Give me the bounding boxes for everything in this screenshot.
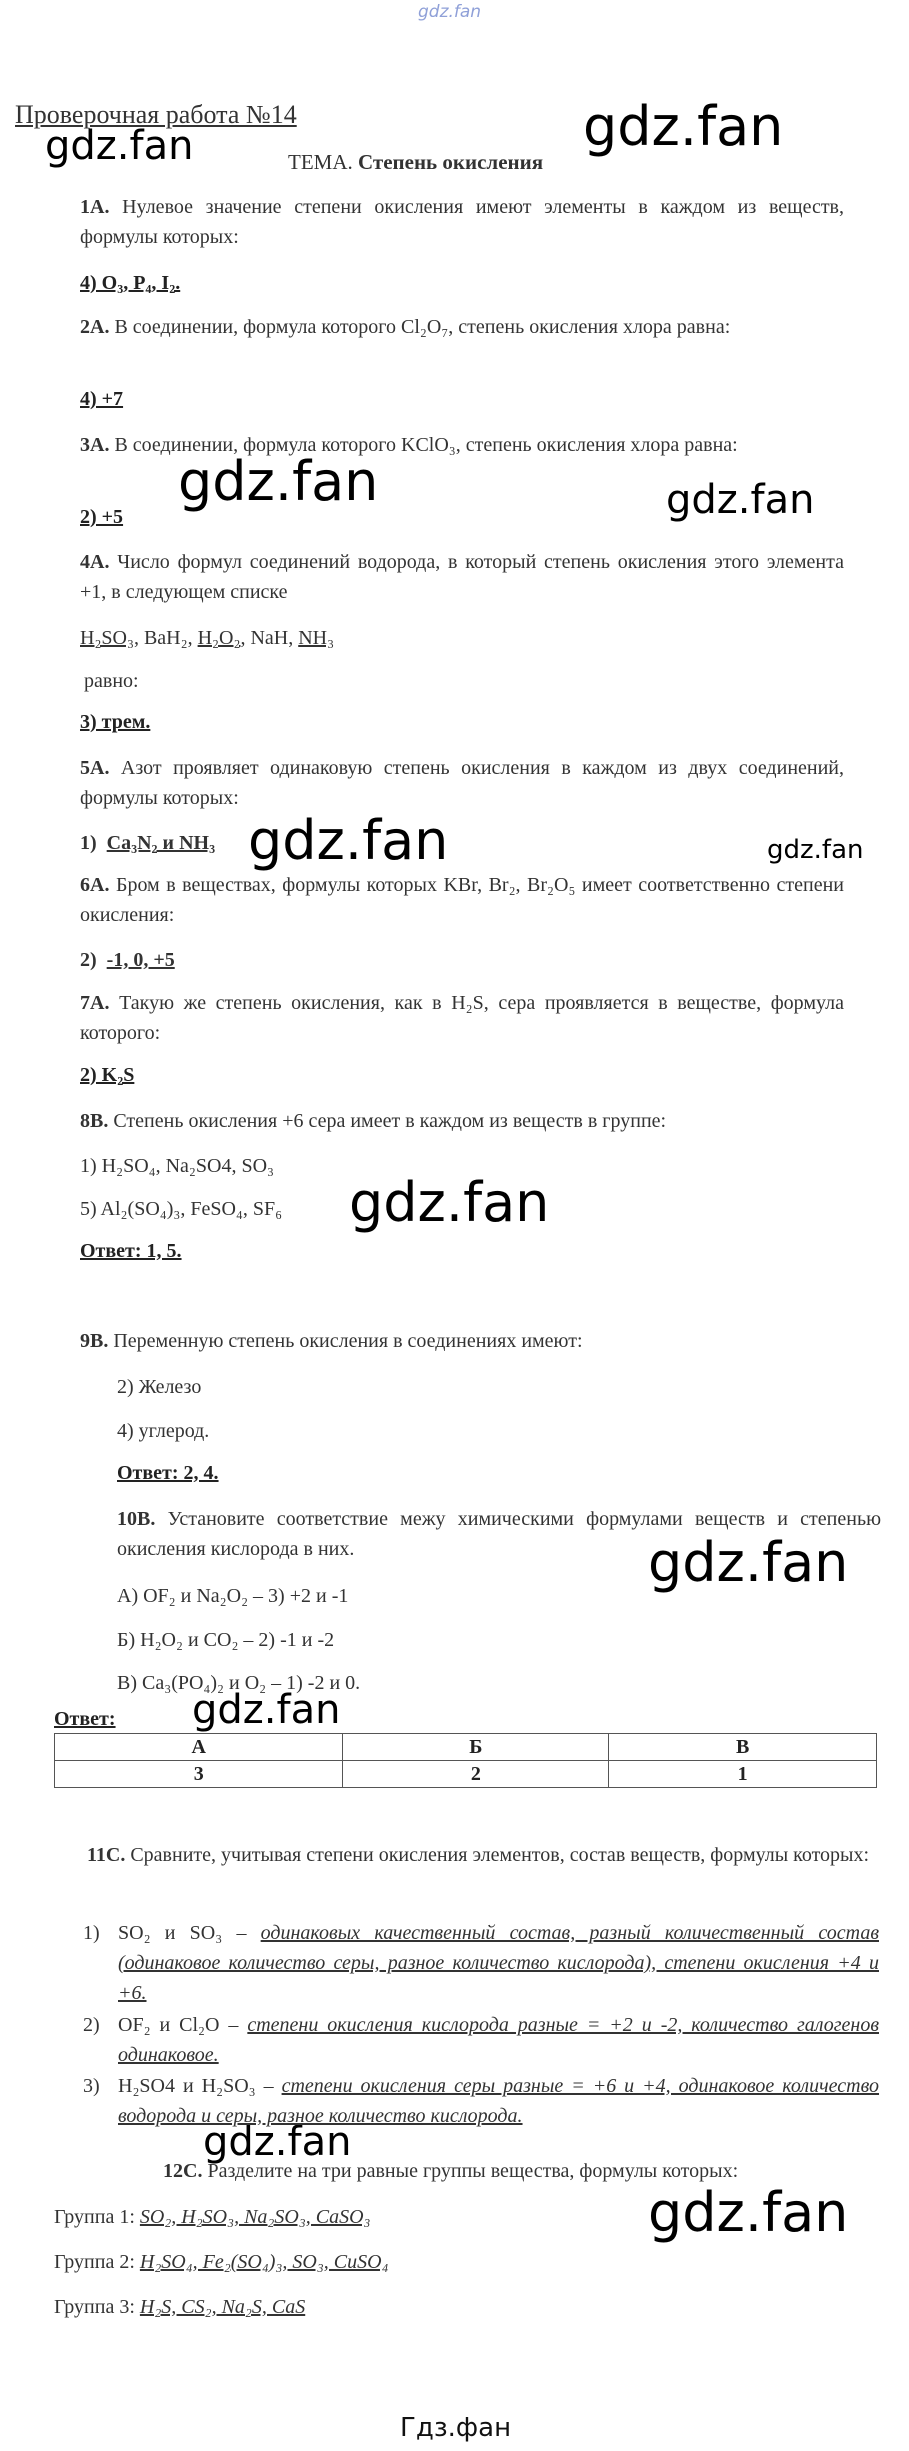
- question-number: 5А.: [80, 757, 110, 779]
- answer-table: [54, 1733, 877, 1788]
- item-formula: SO₂ и SO₃ –: [118, 1922, 247, 1944]
- group-1: [54, 2202, 371, 2232]
- answer-1: 4) O₃, P₄, I₂.: [80, 272, 181, 294]
- question-number: 12С.: [163, 2160, 203, 2182]
- table-header: Б: [343, 1734, 609, 1761]
- question-text: Такую же степень окисления, как в H₂S, сера проявляется в веществе, формула которого:: [80, 992, 844, 1044]
- item-formula: OF₂ и Cl₂O –: [118, 2014, 239, 2036]
- answer-6: [80, 945, 175, 975]
- topic-prefix: ТЕМА.: [288, 150, 353, 174]
- item-number: 1): [83, 1922, 100, 1944]
- question-number: 10В.: [117, 1508, 156, 1530]
- question-text: Нулевое значение степени окисления имеют элементы в каждом из веществ, формулы которых:: [80, 196, 844, 248]
- watermark: gdz.fan: [192, 1687, 341, 1733]
- match-line-c: В) Ca₃(PO₄)₂ и O₂ – 1) -2 и 0.: [117, 1672, 361, 1694]
- question-text: Сравните, учитывая степени окисления элементов, состав веществ, формулы которых:: [130, 1844, 870, 1866]
- item-formula: H₂SO4 и H₂SO₃ –: [118, 2075, 274, 2097]
- question-6: [80, 870, 844, 930]
- group-label: Группа 3:: [54, 2296, 135, 2318]
- table-cell: 3: [55, 1761, 343, 1788]
- group-items: SO₂, H₂SO₃, Na₂SO₃, CaSO₃: [139, 2206, 371, 2228]
- question-10: [117, 1504, 881, 1564]
- group-items: H₂S, CS₂, Na₂S, CaS: [139, 2296, 306, 2318]
- footer-watermark: Гдз.фан: [400, 2413, 512, 2443]
- question-text: Установите соответствие межу химическими формулами веществ и степенью окисления кислорода в них.: [117, 1508, 882, 1560]
- question-text: Бром в веществах, формулы которых KBr, Br₂, Br₂O₅ имеет соответственно степени окисления:: [80, 874, 845, 926]
- watermark: gdz.fan: [648, 2181, 849, 2244]
- item-text: одинаковых качественный состав, разный количественный состав (одинаковое количество серы, разное количество кислорода), степени окисления +4 и +6.: [118, 1922, 879, 2004]
- group-3: [54, 2292, 305, 2322]
- question-text: Разделите на три равные группы вещества, формулы которых:: [207, 2160, 739, 2182]
- question-number: 7А.: [80, 992, 110, 1014]
- question-number: 11С.: [87, 1844, 126, 1866]
- group-items: H₂SO₄, Fe₂(SO₄)₃, SO₃, CuSO₄: [139, 2251, 389, 2273]
- question-9: [80, 1326, 844, 1356]
- question-2: [80, 312, 844, 342]
- option-line: 4) углерод.: [117, 1420, 210, 1442]
- group-label: Группа 2:: [54, 2251, 135, 2273]
- formula-list: H₂SO₃, BaH₂, H₂O₂, NaH, NH₃: [80, 627, 335, 649]
- watermark: gdz.fan: [767, 835, 864, 865]
- question-text: В соединении, формула которого KClO₃, степень окисления хлора равна:: [114, 434, 738, 456]
- answer-text: Ca₃N₂ и NH₃: [106, 832, 216, 854]
- question-8: [80, 1106, 844, 1136]
- watermark: gdz.fan: [248, 809, 449, 872]
- option-line: 2) Железо: [117, 1376, 202, 1398]
- item-number: 3): [83, 2075, 100, 2097]
- answer-text: -1, 0, +5: [106, 949, 175, 971]
- answer-4: 3) трем.: [80, 711, 151, 733]
- page-title: Проверочная работа №14: [15, 100, 297, 129]
- watermark: gdz.fan: [666, 477, 815, 523]
- compare-item-1: [83, 1918, 879, 2008]
- match-line-a: А) OF₂ и Na₂O₂ – 3) +2 и -1: [117, 1585, 349, 1607]
- table-cell: 2: [343, 1761, 609, 1788]
- table-header: А: [55, 1734, 343, 1761]
- watermark: gdz.fan: [178, 450, 379, 513]
- watermark: gdz.fan: [203, 2119, 352, 2165]
- topic: [288, 150, 543, 175]
- watermark: gdz.fan: [349, 1171, 550, 1234]
- table-row: [55, 1761, 877, 1788]
- answer-5: [80, 828, 215, 858]
- question-11: [87, 1840, 877, 1870]
- answer-number: 2): [80, 949, 97, 971]
- answer-3: 2) +5: [80, 506, 124, 528]
- table-cell: 1: [609, 1761, 877, 1788]
- question-7: [80, 988, 844, 1048]
- question-number: 4А.: [80, 551, 110, 573]
- watermark-top: gdz.fan: [418, 2, 482, 22]
- answer-8: Ответ: 1, 5.: [80, 1240, 182, 1262]
- watermark: gdz.fan: [45, 123, 194, 169]
- watermark: gdz.fan: [583, 95, 784, 158]
- formula: NaH: [250, 627, 289, 649]
- compare-item-2: [83, 2010, 879, 2070]
- match-line-b: Б) H₂O₂ и CO₂ – 2) -1 и -2: [117, 1629, 335, 1651]
- answer-7: 2) K₂S: [80, 1064, 135, 1086]
- question-1: [80, 192, 844, 252]
- question-text: Число формул соединений водорода, в который степень окисления этого элемента +1, в следующем списке: [80, 551, 844, 603]
- formula: H₂SO₃: [80, 627, 134, 649]
- question-number: 6А.: [80, 874, 110, 896]
- question-text: Степень окисления +6 сера имеет в каждом из веществ в группе:: [113, 1110, 667, 1132]
- question-text: В соединении, формула которого Cl₂O₇, степень окисления хлора равна:: [114, 316, 731, 338]
- item-text: степени окисления серы разные = +6 и +4, одинаковое количество водорода и серы, разное количество кислорода.: [118, 2075, 880, 2127]
- question-5: [80, 753, 844, 813]
- formula: H₂O₂: [197, 627, 241, 649]
- compare-item-3: [83, 2071, 879, 2131]
- question-number: 3А.: [80, 434, 110, 456]
- answer-9: Ответ: 2, 4.: [117, 1462, 219, 1484]
- item-number: 2): [83, 2014, 100, 2036]
- answer-label: Ответ:: [54, 1708, 116, 1730]
- question-tail: равно:: [84, 670, 139, 692]
- question-3: [80, 430, 844, 460]
- question-4: [80, 547, 844, 607]
- formula: BaH₂: [143, 627, 188, 649]
- group-2: [54, 2247, 389, 2277]
- question-text: Переменную степень окисления в соединениях имеют:: [113, 1330, 583, 1352]
- question-number: 8В.: [80, 1110, 109, 1132]
- question-number: 2А.: [80, 316, 110, 338]
- question-number: 9В.: [80, 1330, 109, 1352]
- topic-title: Степень окисления: [358, 150, 544, 174]
- table-row: [55, 1734, 877, 1761]
- question-text: Азот проявляет одинаковую степень окисления в каждом из двух соединений, формулы которых:: [80, 757, 845, 809]
- option-line: 1) H₂SO₄, Na₂SO4, SO₃: [80, 1155, 275, 1177]
- formula: NH₃: [298, 627, 335, 649]
- table-header: В: [609, 1734, 877, 1761]
- answer-2: 4) +7: [80, 388, 124, 410]
- item-text: степени окисления кислорода разные = +2 и -2, количество галогенов одинаковое.: [118, 2014, 879, 2066]
- watermark: gdz.fan: [648, 1531, 849, 1594]
- question-12: [163, 2156, 738, 2186]
- answer-number: 1): [80, 832, 97, 854]
- group-label: Группа 1:: [54, 2206, 135, 2228]
- option-line: 5) Al₂(SO₄)₃, FeSO₄, SF₆: [80, 1198, 283, 1220]
- question-number: 1А.: [80, 196, 110, 218]
